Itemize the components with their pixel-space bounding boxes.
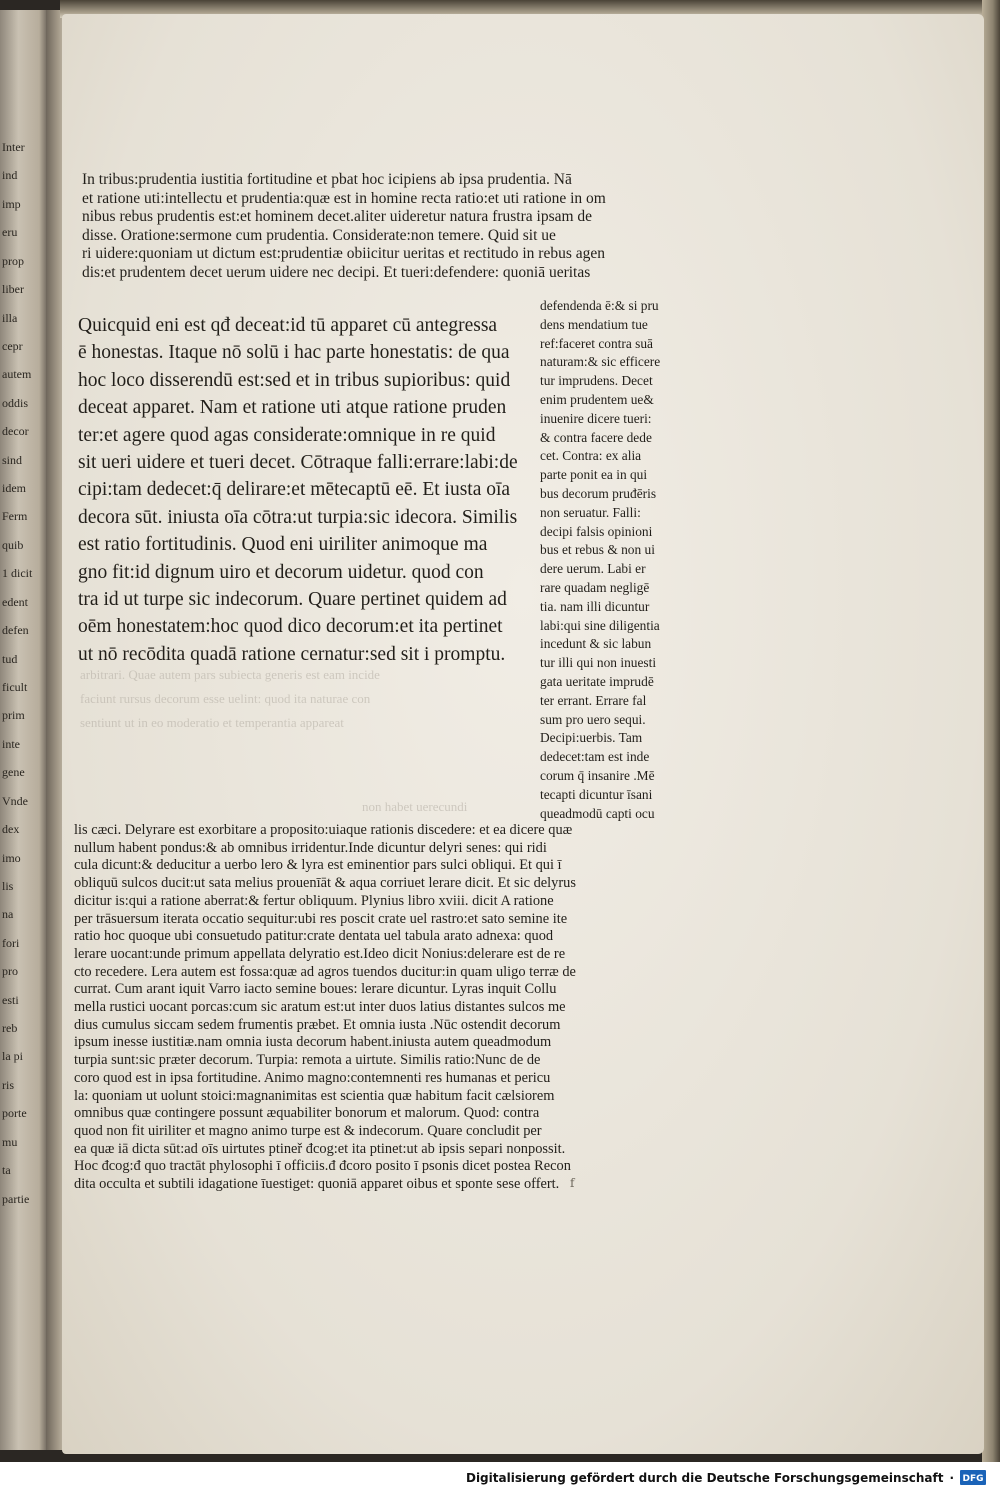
facing-page-fragment: edent	[2, 594, 28, 609]
main-text-line: gno fit:id dignum uiro et decorum uidetur. quod con	[78, 561, 484, 583]
facing-page-fragment: Ferm	[2, 509, 28, 524]
commentary-line: et ratione uti:intellectu et prudentia:quæ est in homine recta ratio:et uti ratione in om	[82, 189, 606, 207]
marginal-line: labi:qui sine diligentia	[540, 617, 660, 633]
marginal-line: & contra facere dede	[540, 429, 652, 445]
facing-page-fragment: ficult	[2, 680, 28, 694]
marginal-line: tecapti dicuntur īsani	[540, 786, 653, 802]
facing-page-fragment: Vnde	[2, 793, 28, 808]
facing-page-fragment: ind	[2, 168, 18, 183]
facing-page-bleed-text	[0, 10, 40, 1450]
commentary-line: dicitur is:qui a ratione aberrat:& fertur obliquum. Plynius libro xviii. dicit A ratione	[74, 892, 554, 909]
facing-page-fragment: prop	[2, 253, 24, 268]
page-fore-edge	[982, 0, 1000, 1462]
main-text-line: tra id ut turpe sic indecorum. Quare pertinet quidem ad	[78, 589, 507, 611]
commentary-line: ratio hoc quoque ubi consuetudo patitur:crate dentata uel tabula arato adnexa: quod	[74, 928, 554, 945]
marginal-line: enim prudentem ue&	[540, 391, 654, 407]
commentary-line: currat. Cum arant iquit Varro iacto semine boues: lerare dicuntur. Lyras inquit Collu	[74, 981, 557, 998]
main-text-line: sit ueri uidere et tueri decet. Cōtraque falli:errare:labi:de	[78, 452, 518, 474]
facing-page-fragment: Inter	[2, 140, 25, 154]
commentary-line: In tribus:prudentia iustitia fortitudine et pbat hoc icipiens ab ipsa prudentia. Nā	[82, 171, 572, 188]
commentary-line: turpia sunt:sic præter decorum. Turpia: remota a uirtute. Similis ratio:Nunc de de	[74, 1052, 541, 1069]
facing-page-fragment: fori	[2, 935, 20, 950]
facing-page-fragment: partie	[2, 1191, 30, 1206]
marginal-line: tia. nam illi dicuntur	[540, 598, 650, 614]
marginal-line: parte ponit ea in qui	[540, 467, 648, 483]
facing-page-fragment: imp	[2, 196, 21, 211]
marginal-line: Decipi:uerbis. Tam	[540, 730, 643, 746]
commentary-line: dita occulta et subtili idagatione īuestiget: quoniā apparet oibus et sponte sese offert.	[74, 1176, 560, 1193]
facing-page-fragment: pro	[2, 964, 18, 979]
facing-page-fragment: eru	[2, 225, 18, 240]
commentary-line: ea quæ iā dicta sūt:ad oīs uirtutes ptineř đcog:et ita ptinet:ut ab ipsis separi nonpossit.	[74, 1140, 566, 1157]
show-through-line: arbitrari. Quae autem pars subiecta generis est eam incide	[80, 667, 380, 682]
marginal-line: ter errant. Errare fal	[540, 692, 647, 708]
facing-page-fragment: esti	[2, 992, 19, 1007]
commentary-line: ri uidere:quoniam ut dictum est:prudentiæ obiicitur ueritas et rectitudo in rebus agen	[82, 245, 605, 262]
facing-page-fragment: sind	[2, 452, 23, 467]
commentary-line: quod non fit uiriliter et magno animo turpe est & indecorum. Quare concludit per	[74, 1122, 542, 1139]
facing-page-fragment: tud	[2, 651, 18, 666]
facing-page-fragment: 1 dicit	[2, 566, 33, 581]
marginal-line: gata ueritate imprudē	[540, 673, 654, 689]
main-text-line: oēm honestatem:hoc quod dico decorum:et ita pertinet	[78, 616, 503, 638]
facing-page-fragment: oddis	[2, 395, 29, 410]
book-page	[62, 14, 984, 1454]
marginal-line: sum pro uero sequi.	[540, 711, 646, 727]
facing-page-fragment: illa	[2, 310, 18, 325]
marginal-line: rare quadam negligē	[540, 579, 650, 595]
marginal-line: bus decorum pruđēris	[540, 485, 657, 501]
marginal-line: tur imprudens. Decet	[540, 373, 653, 389]
main-text-line: decora sūt. iniusta oīa cōtra:ut turpia:sic idecora. Similis	[78, 506, 518, 528]
show-through-line: sentiunt ut in eo moderatio et temperantia appareat	[80, 715, 344, 730]
marginal-line: dens mendatium tue	[540, 316, 648, 332]
facing-page-fragment: prim	[2, 708, 25, 723]
marginal-line: decipi falsis opinioni	[540, 523, 653, 539]
commentary-line: cula dicunt:& deducitur a uerbo lero & lyra est eminentior pars sulci obliqui. Et qui ī	[74, 857, 562, 874]
commentary-line: lis cæci. Delyrare est exorbitare a proposito:uiaque rationis discedere: et ea dicere quæ	[74, 822, 573, 838]
main-text-line: hoc loco disserendū est:sed et in tribus supioribus: quid	[78, 369, 511, 391]
facing-page-fragment: lis	[2, 878, 14, 893]
facing-page-fragment: porte	[2, 1106, 27, 1121]
facing-page-fragment: inte	[2, 736, 20, 751]
commentary-line: lerare uocant:unde primum appellata delyratio est.Ideo dicit Nonius:delerare est de re	[74, 945, 566, 962]
facing-page-fragment: imo	[2, 850, 21, 865]
show-through-line: non habet uerecundi	[362, 799, 468, 814]
main-text-line: est ratio fortitudinis. Quod eni uiriliter animoque ma	[78, 534, 488, 556]
commentary-line: Hoc đcog:đ quo tractāt phylosophi ī officiis.đ đcoro posito ī psonis dicet postea Recon	[74, 1158, 571, 1175]
dfg-logo-icon	[960, 1470, 986, 1485]
facing-page-fragment: decor	[2, 424, 29, 439]
facing-page-fragment: ta	[2, 1163, 11, 1178]
facing-page-fragment: idem	[2, 481, 26, 496]
commentary-line: dis:et prudentem decet uerum uidere nec decipi. Et tueri:defendere: quoniā ueritas	[82, 263, 591, 281]
commentary-line: ipsum inesse iustitiæ.nam omnia iusta decorum habent.iniusta autem queadmodum	[74, 1034, 552, 1051]
marginal-line: naturam:& sic efficere	[540, 354, 661, 370]
facing-page-fragment: defen	[2, 623, 29, 638]
main-text-line: ē honestas. Itaque nō solū i hac parte honestatis: de qua	[78, 342, 510, 364]
main-text-line: cipi:tam dedecet:q̄ delirare:et mētecaptū eē. Et iusta oīa	[78, 479, 511, 501]
main-text-line: Quicquid eni est qđ deceat:id tū apparet cū antegressa	[78, 315, 498, 336]
signature-mark: f	[570, 1176, 575, 1190]
commentary-line: omnibus quæ contingere possunt æquabiliter bonorum et malorum. Quod: contra	[74, 1105, 540, 1122]
facing-page-fragment: dex	[2, 822, 20, 837]
marginal-line: dere uerum. Labi er	[540, 561, 646, 577]
show-through-line: faciunt rursus decorum esse uelint: quod ita naturae con	[80, 691, 371, 706]
commentary-line: disse. Oratione:sermone cum prudentia. Considerate:non temere. Quid sit ue	[82, 226, 556, 244]
facing-page-fragment: la pi	[2, 1049, 23, 1064]
commentary-bottom	[74, 822, 744, 1194]
main-text-line: ter:et agere quod agas considerate:omnique in re quid	[78, 424, 496, 446]
facing-page-fragment: reb	[2, 1021, 18, 1036]
commentary-top	[82, 171, 742, 282]
marginal-commentary	[540, 297, 718, 823]
marginal-line: bus et rebus & non ui	[540, 542, 655, 558]
facing-page-fragment: cepr	[2, 338, 23, 353]
main-text-line: deceat apparet. Nam et ratione uti atque ratione pruden	[78, 397, 507, 419]
marginal-line: ref:faceret contra suā	[540, 335, 653, 351]
commentary-line: cto recedere. Lera autem est fossa:quæ ad agros tuendos ducitur:in quam uligo terræ de	[74, 963, 576, 980]
marginal-line: inuenire dicere tueri:	[540, 410, 652, 426]
marginal-line: incedunt & sic labun	[540, 636, 652, 652]
marginal-line: tur illi qui non inuesti	[540, 655, 657, 671]
commentary-line: obliquū sulcos ducit:ut sata melius prouenīāt & aqua corriuet lerare dicit. Et sic delyrus	[74, 875, 576, 892]
footer-credit-text: Digitalisierung gefördert durch die Deutsche Forschungsgemeinschaft	[465, 1470, 944, 1485]
facing-page-fragment: autem	[2, 367, 32, 382]
marginal-line: corum q̄ insanire .Mē	[540, 767, 655, 783]
main-text-line: ut nō recōdita quadā ratione cernatur:sed sit i promptu.	[78, 643, 506, 665]
footer-separator: ·	[949, 1470, 954, 1485]
facing-page-fragment: ris	[2, 1077, 14, 1092]
commentary-line: coro quod est in ipsa fortitudine. Animo magno:contemnenti res humanas et pericu	[74, 1069, 551, 1086]
commentary-line: nibus rebus prudentis est:et hominem decet.aliter uideretur natura frustra ipsam de	[82, 208, 593, 225]
facing-page-fragment: mu	[2, 1134, 18, 1149]
commentary-line: la: quoniam ut uolunt stoici:magnanimitas est scientia quæ habitum facit cælsiorem	[74, 1087, 555, 1104]
svg-text:DFG: DFG	[962, 1474, 984, 1484]
facing-page-fragment: gene	[2, 765, 25, 780]
facing-page-edge	[0, 10, 46, 1450]
commentary-line: mella rustici uocant porcas:cum sic aratum est:ut inter duos latius distantes sulcos me	[74, 999, 566, 1016]
marginal-line: dedecet:tam est inde	[540, 749, 650, 765]
footer-bar	[0, 1462, 1000, 1493]
commentary-line: per trāsuersum iterata occatio sequitur:ubi res poscit crate uel rastro:et sato semine ite	[74, 910, 568, 927]
commentary-line: dius cumulus siccam sedem frumentis præbet. Et omnia iusta .Nūc ostendit decorum	[74, 1016, 561, 1033]
marginal-line: cet. Contra: ex alia	[540, 448, 642, 464]
facing-page-fragment: quib	[2, 537, 24, 552]
facing-page-fragment: liber	[2, 282, 24, 297]
marginal-line: non seruatur. Falli:	[540, 504, 641, 520]
main-text-block	[78, 312, 556, 668]
marginal-line: defendenda ē:& si pru	[540, 298, 659, 313]
commentary-line: nullum habent pondus:& ab omnibus irridentur.Inde dicuntur delyri senes: qui ridi	[74, 839, 547, 856]
marginal-line: queadmodū capti ocu	[540, 805, 655, 821]
facing-page-fragment: na	[2, 907, 14, 922]
